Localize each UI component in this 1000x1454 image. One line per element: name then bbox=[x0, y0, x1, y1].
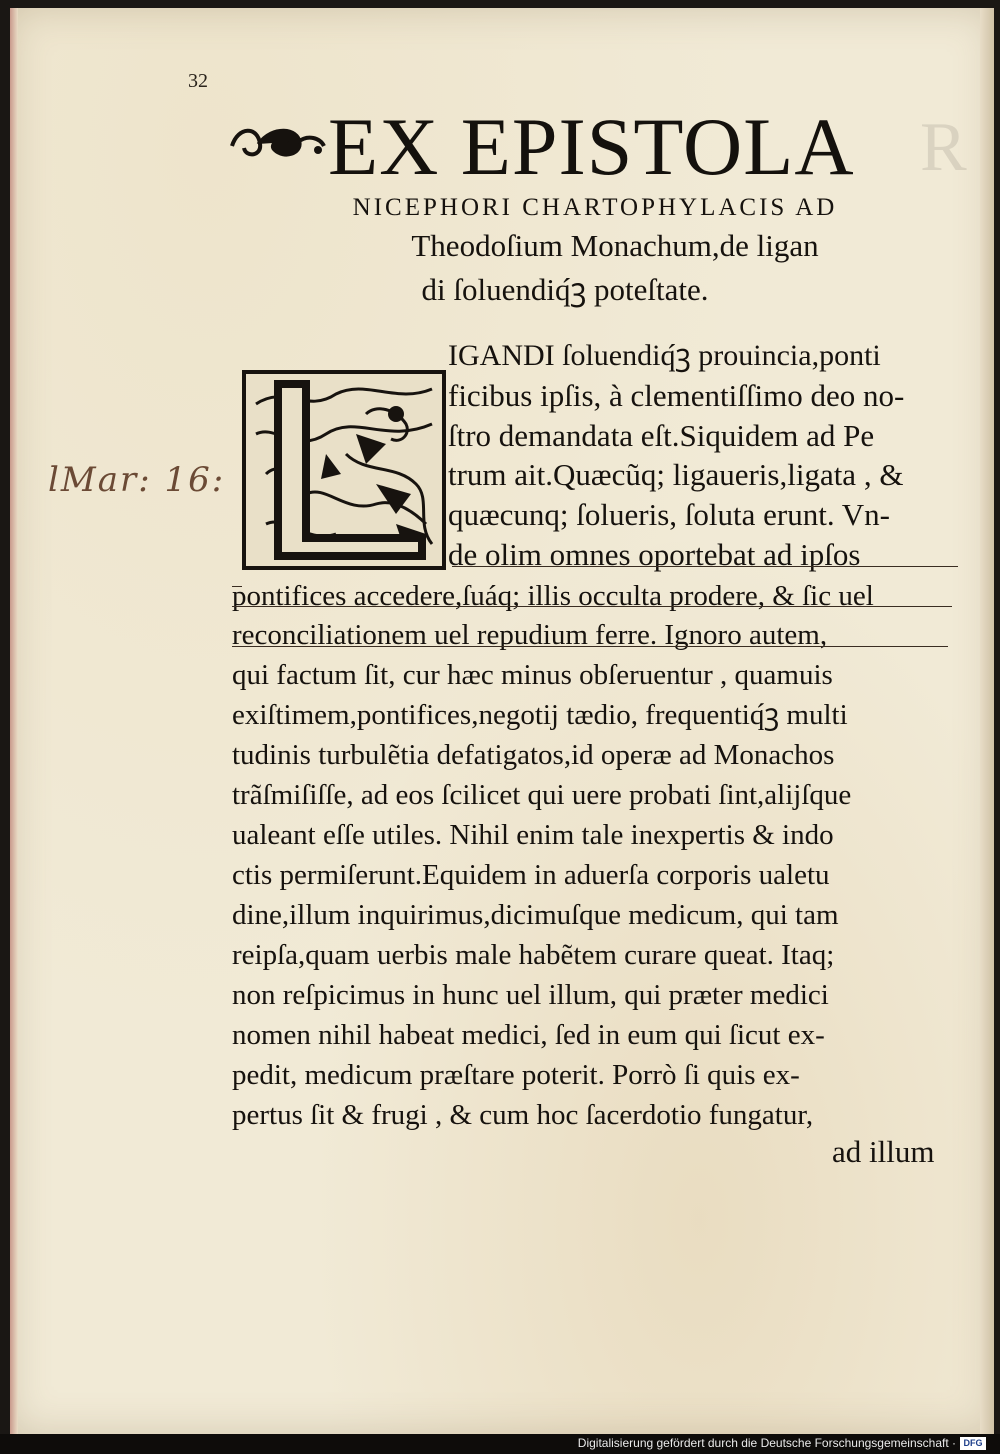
heading-subtitle bbox=[270, 194, 920, 310]
page-number: 32 bbox=[188, 70, 208, 92]
text-line: ficibus ipſis, à clementiſſimo deo no- bbox=[448, 378, 905, 413]
dfg-logo: DFG bbox=[960, 1437, 986, 1450]
text-line: reconciliationem uel repudium ferre. Ignoro autem, bbox=[232, 619, 828, 651]
show-through-text: R bbox=[920, 109, 967, 186]
page-edge-left bbox=[10, 8, 18, 1434]
handwritten-margin-note bbox=[48, 460, 225, 500]
pen-underline bbox=[232, 586, 242, 587]
text-line: ualeant eſſe utiles. Nihil enim tale inexpertis & indo bbox=[232, 819, 834, 851]
text-line: dine,illum inquirimus,dicimuſque medicum, qui tam bbox=[232, 899, 839, 931]
fleuron-ornament-icon bbox=[228, 116, 328, 166]
subtitle-line: NICEPHORI CHARTOPHYLACIS AD bbox=[352, 194, 838, 221]
woodcut-initial-icon bbox=[246, 374, 442, 566]
margin-note-prefix: l bbox=[48, 460, 61, 500]
woodcut-initial-letter bbox=[242, 370, 446, 570]
text-line: IGANDI ſoluendiq́ꝫ prouincia,ponti bbox=[448, 339, 881, 372]
text-line: ſtro demandata eſt.Siquidem ad Pe bbox=[448, 418, 875, 453]
funding-credit: Digitalisierung gefördert durch die Deutsche Forschungsgemeinschaft · bbox=[577, 1436, 956, 1450]
text-line: ctis permiſerunt.Equidem in aduerſa corporis ualetu bbox=[232, 859, 830, 891]
text-line: quæcunq; ſolueris, ſoluta erunt. Vn- bbox=[448, 497, 890, 532]
pen-underline bbox=[452, 566, 958, 567]
pen-underline bbox=[232, 646, 948, 647]
text-line: non reſpicimus in hunc uel illum, qui præter medici bbox=[232, 979, 829, 1011]
text-line: tudinis turbulẽtia defatigatos,id operæ ad Monachos bbox=[232, 739, 835, 771]
text-line: nomen nihil habeat medici, ſed in eum qui ſicut ex- bbox=[232, 1019, 825, 1051]
catchword: ad illum bbox=[832, 1134, 935, 1169]
subtitle-line: Theodoſium Monachum,de ligan bbox=[411, 228, 819, 263]
margin-note-text: Mar: 16: bbox=[60, 460, 226, 500]
text-line: pedit, medicum præſtare poterit. Porrò ſi quis ex- bbox=[232, 1059, 800, 1091]
text-line: trum ait.Quæcũq; ligaueris,ligata , & bbox=[448, 457, 904, 492]
text-line: trãſmiſiſſe, ad eos ſcilicet qui uere probati ſint,alijſque bbox=[232, 779, 852, 811]
text-line: qui factum ſit, cur hæc minus obſeruentur , quamuis bbox=[232, 659, 833, 691]
text-line: exiſtimem,pontifices,negotij tædio, frequentiq́ꝫ multi bbox=[232, 699, 848, 731]
text-line: reipſa,quam uerbis male habẽtem curare queat. Itaq; bbox=[232, 939, 835, 971]
page-edge-right bbox=[980, 8, 994, 1434]
text-line: de olim omnes oportebat ad ipſos bbox=[448, 537, 861, 572]
pen-underline bbox=[232, 606, 952, 607]
text-line: pertus ſit & frugi , & cum hoc ſacerdotio fungatur, bbox=[232, 1099, 814, 1131]
text-line: pontifices accedere,ſuáq; illis occulta prodere, & ſic uel bbox=[232, 580, 874, 612]
heading-title: EX EPISTOLA bbox=[328, 101, 855, 192]
footer-bar bbox=[0, 1434, 1000, 1454]
subtitle-line: di ſoluendiq́ꝫ poteſtate. bbox=[421, 272, 709, 307]
